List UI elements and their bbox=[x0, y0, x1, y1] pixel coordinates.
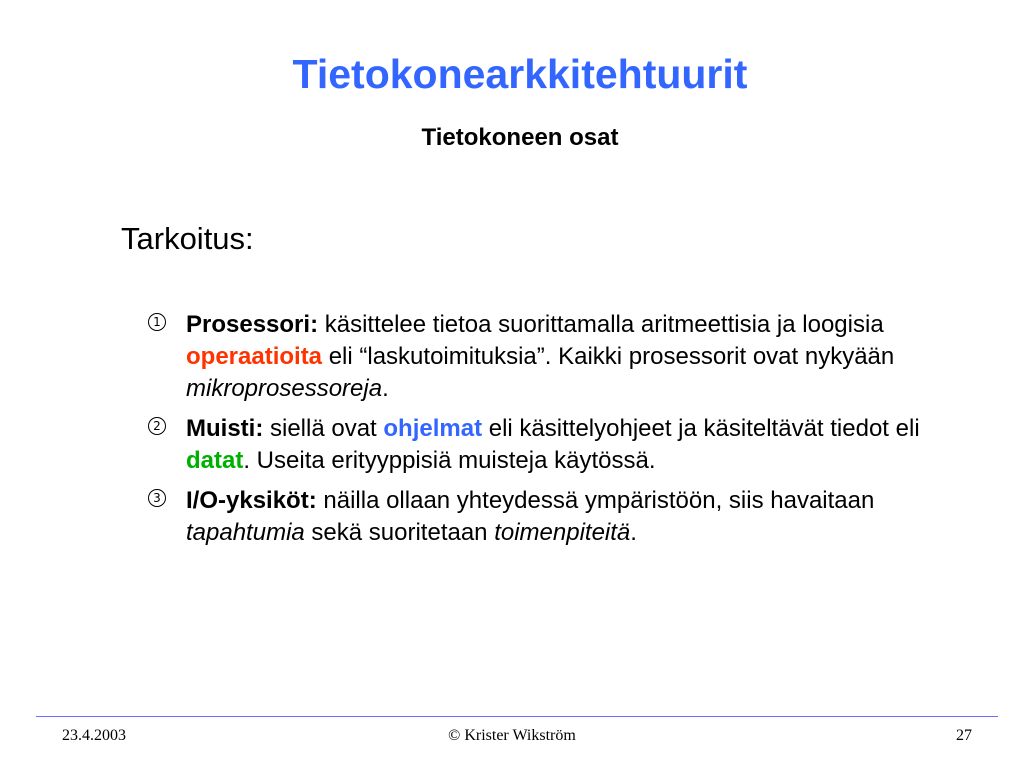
highlight-word: datat bbox=[186, 447, 244, 474]
text-run: . bbox=[382, 375, 389, 402]
footer-date: 23.4.2003 bbox=[62, 727, 126, 744]
circled-number-marker: 2 bbox=[148, 417, 166, 435]
footer-divider bbox=[36, 716, 998, 717]
list-item bbox=[148, 485, 928, 549]
page-number: 27 bbox=[956, 727, 972, 744]
text-run: siellä ovat bbox=[263, 415, 384, 442]
section-heading: Tarkoitus: bbox=[121, 221, 254, 256]
item-text bbox=[186, 413, 928, 477]
italic-word: tapahtumia bbox=[186, 519, 305, 546]
text-run: eli käsittelyohjeet ja käsiteltävät tiedot eli bbox=[482, 415, 920, 442]
italic-word: mikroprosessoreja bbox=[186, 375, 383, 402]
numbered-list bbox=[148, 309, 928, 557]
list-item bbox=[148, 309, 928, 405]
list-item bbox=[148, 413, 928, 477]
slide-title: Tietokonearkkitehtuurit bbox=[292, 51, 748, 97]
text-run: eli “laskutoimituksia”. Kaikki prosessorit ovat nykyään bbox=[322, 343, 895, 370]
circled-number-marker: 3 bbox=[148, 489, 166, 507]
footer-author: © Krister Wikström bbox=[448, 727, 576, 744]
text-run: näilla ollaan yhteydessä ympäristöön, siis havaitaan bbox=[316, 487, 875, 514]
highlight-word: ohjelmat bbox=[383, 415, 483, 442]
highlight-word: operaatioita bbox=[186, 343, 323, 370]
italic-word: toimenpiteitä bbox=[494, 519, 631, 546]
text-run: käsittelee tietoa suorittamalla aritmeettisia ja loogisia bbox=[318, 311, 884, 338]
text-run: . Useita erityyppisiä muisteja käytössä. bbox=[243, 447, 656, 474]
text-run: sekä suoritetaan bbox=[304, 519, 495, 546]
item-text bbox=[186, 309, 928, 405]
item-text bbox=[186, 485, 928, 549]
item-term: I/O-yksiköt: bbox=[186, 487, 317, 514]
circled-number-marker: 1 bbox=[148, 313, 166, 331]
slide-subtitle: Tietokoneen osat bbox=[421, 124, 619, 151]
text-run: . bbox=[630, 519, 637, 546]
item-term: Prosessori: bbox=[186, 311, 319, 338]
item-term: Muisti: bbox=[186, 415, 264, 442]
